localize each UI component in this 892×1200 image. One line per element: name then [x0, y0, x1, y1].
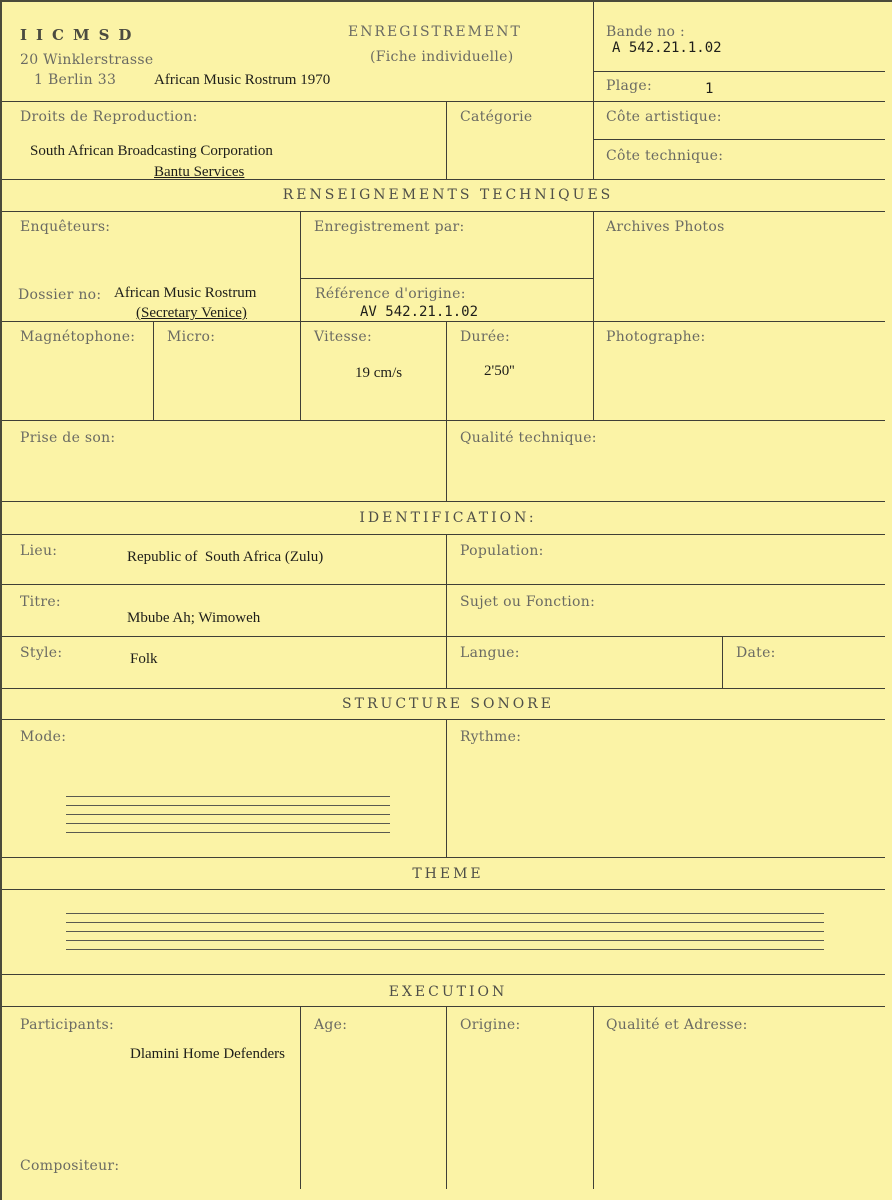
rule — [2, 636, 885, 637]
dossier-label: Dossier no: — [18, 287, 102, 303]
section-title-technique: RENSEIGNEMENTS TECHNIQUES — [282, 187, 614, 203]
theme-staff-line — [66, 931, 824, 932]
qualite-technique-label: Qualité technique: — [460, 430, 597, 446]
rule — [300, 1006, 301, 1189]
sujet-label: Sujet ou Fonction: — [460, 594, 596, 610]
photographe-label: Photographe: — [606, 329, 706, 345]
mode-staff-line — [66, 823, 390, 824]
rule — [593, 2, 594, 179]
mode-staff-line — [66, 814, 390, 815]
rule — [2, 688, 885, 689]
rule — [446, 1006, 447, 1189]
dossier-value-line2: (Secretary Venice) — [136, 305, 247, 321]
compositeur-label: Compositeur: — [20, 1158, 120, 1174]
rule — [2, 974, 885, 975]
collection-name: African Music Rostrum 1970 — [154, 72, 331, 88]
rule — [2, 179, 885, 180]
plage-value: 1 — [705, 81, 714, 97]
mode-staff-line — [66, 832, 390, 833]
card-subtitle: (Fiche individuelle) — [370, 49, 514, 65]
langue-label: Langue: — [460, 645, 520, 661]
duree-value: 2'50'' — [484, 363, 515, 379]
section-title-execution: EXECUTION — [388, 984, 508, 1000]
cote-technique-label: Côte technique: — [606, 148, 724, 164]
rule — [446, 321, 447, 420]
rule — [2, 584, 885, 585]
dossier-value-line1: African Music Rostrum — [114, 285, 257, 301]
style-value: Folk — [130, 651, 158, 667]
archives-photos-label: Archives Photos — [606, 219, 725, 235]
section-title-theme: THEME — [412, 866, 484, 882]
titre-label: Titre: — [20, 594, 61, 610]
participants-label: Participants: — [20, 1017, 115, 1033]
rule — [300, 278, 593, 279]
cote-artistique-label: Côte artistique: — [606, 109, 722, 125]
mode-label: Mode: — [20, 729, 67, 745]
rule — [2, 211, 885, 212]
rule — [2, 534, 885, 535]
droits-value-line1: South African Broadcasting Corporation — [30, 143, 273, 159]
bande-value: A 542.21.1.02 — [612, 40, 722, 56]
vitesse-value: 19 cm/s — [355, 365, 403, 381]
theme-staff-line — [66, 913, 824, 914]
plage-label: Plage: — [606, 78, 653, 94]
rule — [446, 534, 447, 688]
lieu-value: Republic of South Africa (Zulu) — [127, 549, 324, 565]
mode-staff-line — [66, 796, 390, 797]
rule — [153, 321, 154, 420]
style-label: Style: — [20, 645, 63, 661]
titre-value: Mbube Ah; Wimoweh — [127, 610, 261, 626]
card-title: ENREGISTREMENT — [348, 24, 522, 40]
rule — [593, 211, 594, 420]
rule — [2, 321, 885, 322]
lieu-label: Lieu: — [20, 543, 58, 559]
rule — [446, 420, 447, 501]
reference-value: AV 542.21.1.02 — [360, 304, 479, 320]
rythme-label: Rythme: — [460, 729, 522, 745]
address-line-2: 1 Berlin 33 — [34, 72, 117, 88]
rule — [722, 636, 723, 688]
rule — [2, 719, 885, 720]
rule — [593, 1006, 594, 1189]
rule — [2, 420, 885, 421]
theme-staff-line — [66, 922, 824, 923]
rule — [446, 101, 447, 179]
rule — [593, 139, 885, 140]
rule — [446, 719, 447, 857]
enqueteurs-label: Enquêteurs: — [20, 219, 111, 235]
qualite-adresse-label: Qualité et Adresse: — [606, 1017, 748, 1033]
prise-de-son-label: Prise de son: — [20, 430, 116, 446]
reference-label: Référence d'origine: — [315, 286, 466, 302]
enregistrement-par-label: Enregistrement par: — [314, 219, 465, 235]
rule — [300, 211, 301, 420]
section-title-structure: STRUCTURE SONORE — [342, 696, 554, 712]
participants-value: Dlamini Home Defenders — [130, 1046, 285, 1062]
magnetophone-label: Magnétophone: — [20, 329, 136, 345]
droits-label: Droits de Reproduction: — [20, 109, 198, 125]
address-line-1: 20 Winklerstrasse — [20, 52, 154, 68]
mode-staff-line — [66, 805, 390, 806]
section-title-identification: IDENTIFICATION: — [359, 510, 537, 526]
theme-staff-line — [66, 940, 824, 941]
date-label: Date: — [736, 645, 776, 661]
population-label: Population: — [460, 543, 544, 559]
vitesse-label: Vitesse: — [314, 329, 373, 345]
age-label: Age: — [314, 1017, 348, 1033]
institute-logo: IICMSD — [20, 26, 141, 44]
rule — [2, 101, 885, 102]
rule — [2, 1006, 885, 1007]
rule — [2, 857, 885, 858]
categorie-label: Catégorie — [460, 109, 533, 125]
droits-value-line2: Bantu Services — [154, 164, 245, 180]
origine-label: Origine: — [460, 1017, 521, 1033]
micro-label: Micro: — [167, 329, 216, 345]
bande-label: Bande no : — [606, 24, 685, 40]
rule — [2, 501, 885, 502]
duree-label: Durée: — [460, 329, 511, 345]
rule — [2, 889, 885, 890]
rule — [593, 71, 885, 72]
theme-staff-line — [66, 949, 824, 950]
